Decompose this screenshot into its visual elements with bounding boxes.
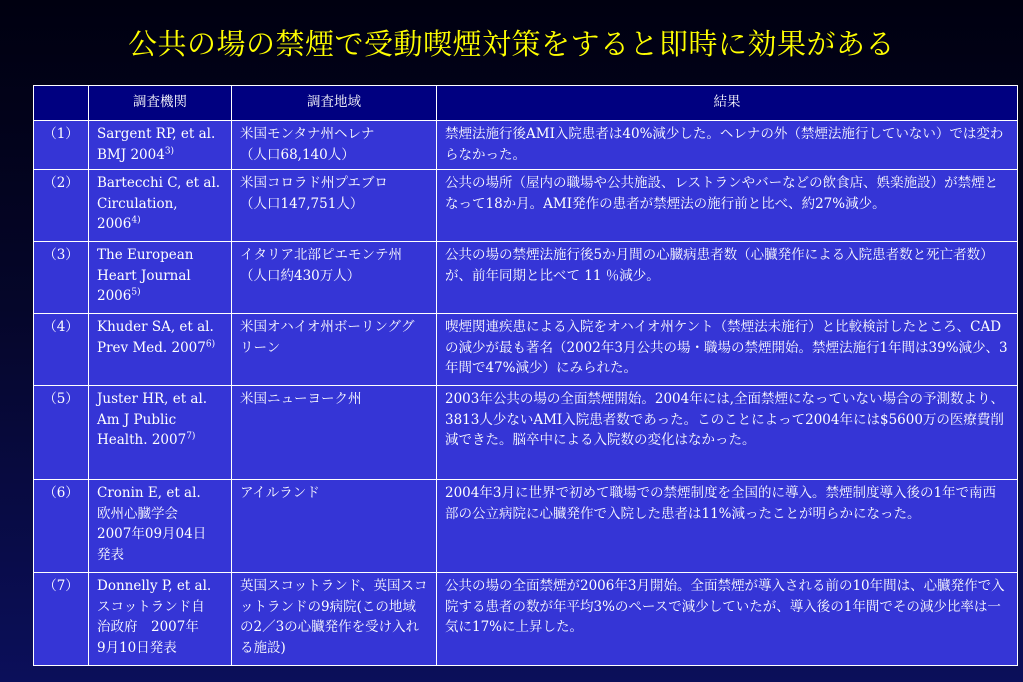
row-result	[437, 314, 1018, 386]
reference-mark: 3)	[164, 146, 175, 156]
table-row	[34, 170, 1018, 242]
source-text: Cronin E, et al. 欧州心臓学会 2007年09月04日 発表	[97, 485, 207, 563]
row-result	[437, 242, 1018, 314]
row-result	[437, 170, 1018, 242]
row-source	[89, 480, 232, 573]
row-source	[89, 573, 232, 666]
source-text: The European Heart Journal 2006	[97, 247, 194, 304]
source-text: Sargent RP, et al. BMJ 2004	[97, 126, 216, 163]
table-row	[34, 314, 1018, 386]
row-region	[232, 121, 437, 170]
region-text: アイルランド	[240, 485, 320, 501]
row-region	[232, 170, 437, 242]
row-number: （1）	[34, 121, 89, 170]
reference-mark: 5)	[131, 287, 141, 298]
table-row	[34, 386, 1018, 480]
result-text: 公共の場の全面禁煙が2006年3月開始。全面禁煙が導入される前の10年間は、心臓発作で入院する患者の数が年平均3%のペースで減少していたが、導入後の1年間でその減少比率は一気に17%に上昇した。	[445, 578, 1005, 635]
table-row	[34, 573, 1018, 666]
reference-mark: 4)	[131, 215, 141, 226]
reference-mark: 7)	[186, 431, 196, 442]
study-table	[33, 85, 1018, 666]
source-text: Bartecchi C, et al. Circulation, 2006	[97, 175, 221, 232]
row-source	[89, 314, 232, 386]
row-result	[437, 480, 1018, 573]
table-row	[34, 242, 1018, 314]
region-text: 米国モンタナ州ヘレナ （人口68,140人）	[240, 126, 375, 163]
row-result	[437, 573, 1018, 666]
row-number: （5）	[34, 386, 89, 480]
region-text: 英国スコットランド、英国スコットランドの9病院(この地域の2／3の心臓発作を受け入れる施設)	[240, 578, 428, 656]
header-number	[34, 86, 89, 121]
source-text: Khuder SA, et al. Prev Med. 2007	[97, 319, 214, 356]
region-text: 米国オハイオ州ボーリンググリーン	[240, 319, 415, 356]
row-result	[437, 386, 1018, 480]
result-text: 2004年3月に世界で初めて職場での禁煙制度を全国的に導入。禁煙制度導入後の1年で南西部の公立病院に心臓発作で入院した患者は11%減ったことが明らかになった。	[445, 485, 997, 522]
row-region	[232, 573, 437, 666]
row-number: （2）	[34, 170, 89, 242]
row-source	[89, 242, 232, 314]
source-text: Juster HR, et al. Am J Public Health. 2007	[97, 391, 208, 448]
row-region	[232, 386, 437, 480]
region-text: イタリア北部ピエモンテ州（人口約430万人）	[240, 247, 402, 284]
result-text: 禁煙法施行後AMI入院患者は40%減少した。ヘレナの外（禁煙法施行していない）では変わらなかった。	[445, 126, 1004, 163]
header-result: 結果	[437, 86, 1018, 121]
reference-mark: 6)	[205, 339, 216, 349]
row-number: （6）	[34, 480, 89, 573]
row-source	[89, 386, 232, 480]
row-number: （7）	[34, 573, 89, 666]
row-result	[437, 121, 1018, 170]
result-text: 公共の場の禁煙法施行後5か月間の心臓病患者数（心臓発作による入院患者数と死亡者数）が、前年同期と比べて 11 ％減少。	[445, 247, 994, 284]
region-text: 米国コロラド州プエブロ （人口147,751人）	[240, 175, 388, 212]
row-region	[232, 480, 437, 573]
row-source	[89, 170, 232, 242]
result-text: 2003年公共の場の全面禁煙開始。2004年には,全面禁煙になっていない場合の予測数より、3813人少ないAMI入院患者数であった。このことによって2004年には$5600万の医療費削減できた。脳卒中による入院数の変化はなかった。	[445, 391, 1005, 448]
source-text: Donnelly P, et al. スコットランド自 治政府 2007年 9月10日発表	[97, 578, 212, 656]
result-text: 喫煙関連疾患による入院をオハイオ州ケント（禁煙法未施行）と比較検討したところ、CADの減少が最も著名（2002年3月公共の場・職場の禁煙開始。禁煙法施行1年間は39%減少、3年間で47%減少）にみられた。	[445, 319, 1008, 376]
result-text: 公共の場所（屋内の職場や公共施設、レストランやバーなどの飲食店、娯楽施設）が禁煙となって18か月。AMI発作の患者が禁煙法の施行前と比べ、約27%減少。	[445, 175, 999, 212]
row-region	[232, 314, 437, 386]
row-source	[89, 121, 232, 170]
header-region: 調査地域	[232, 86, 437, 121]
header-source: 調査機関	[89, 86, 232, 121]
row-region	[232, 242, 437, 314]
header-row	[34, 86, 1018, 121]
slide-title: 公共の場の禁煙で受動喫煙対策をすると即時に効果がある	[127, 27, 895, 61]
table-row	[34, 480, 1018, 573]
region-text: 米国ニューヨーク州	[240, 391, 362, 407]
row-number: （4）	[34, 314, 89, 386]
row-number: （3）	[34, 242, 89, 314]
table-row	[34, 121, 1018, 170]
